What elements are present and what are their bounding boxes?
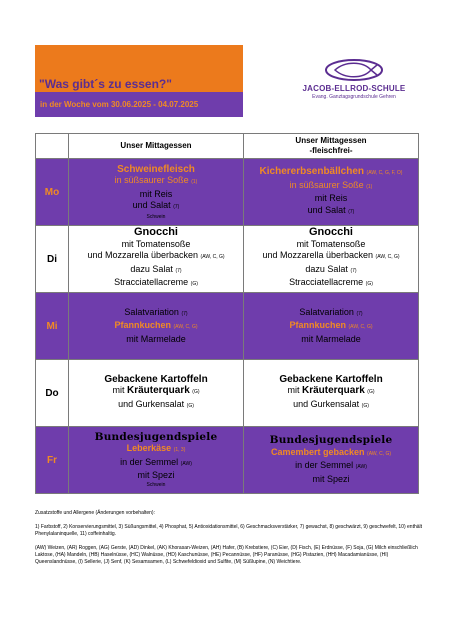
meal-regular (69, 293, 244, 360)
header-empty-cell (36, 134, 69, 159)
table-header-row (36, 134, 419, 159)
allergen-code: (G) (192, 389, 200, 396)
dish-name: Pfannkuchen (289, 320, 346, 331)
meal-meatfree (244, 159, 419, 226)
row-tuesday (36, 226, 419, 293)
allergen-code: (G) (190, 281, 198, 288)
dish-side: in der Semmel (120, 456, 179, 467)
dish-dip: Kräuterquark (301, 385, 365, 397)
dish-topping: und Mozzarella überbacken (262, 250, 374, 261)
menu-table (35, 133, 419, 494)
allergen-code: (7) (350, 267, 357, 274)
dish-name: Schweinefleisch (117, 163, 195, 175)
week-range: in der Woche vom 30.06.2025 - 04.07.2025 (40, 100, 199, 109)
fish-logo-icon (323, 58, 385, 82)
allergen-code: (1) (366, 183, 373, 190)
meal-regular (69, 360, 244, 427)
dish-name: Pfannkuchen (114, 320, 171, 331)
dish-name: Gnocchi (133, 226, 178, 239)
dish-side: mit Marmelade (301, 333, 361, 344)
column-header-meatfree-line1: Unser Mittagessen (295, 136, 367, 145)
meal-meatfree (244, 360, 419, 427)
allergen-code: (AW, C, G) (348, 324, 373, 331)
dish-name: Gebackene Kartoffeln (279, 373, 383, 385)
allergen-code: (AW, C, G) (367, 450, 392, 457)
dish-salad: Salatvariation (299, 306, 354, 317)
notes-intro: Zusatzstoffe und Allergene (Änderungen vorbehalten): (35, 510, 155, 516)
dish-prefix: mit (287, 385, 300, 396)
allergen-code: (1, 3) (173, 447, 186, 453)
dish-drink: mit Spezi (312, 473, 350, 484)
dish-side: und Gurkensalat (293, 398, 360, 409)
allergen-code: (1) (191, 179, 198, 185)
dish-name: Gebackene Kartoffeln (104, 373, 208, 385)
dish-prefix: mit (112, 385, 125, 396)
allergen-code: (AW, C, G, F, O) (366, 170, 403, 176)
allergen-code: (AW, C, G) (200, 254, 225, 261)
school-subtitle: Evang. Ganztagsgrundschule Gehren (312, 94, 396, 100)
allergen-code: (7) (175, 267, 182, 274)
meal-meatfree (244, 226, 419, 293)
school-name: JACOB-ELLROD-SCHULE (302, 84, 406, 93)
column-header-regular: Unser Mittagessen (69, 134, 244, 159)
dish-name: Kichererbsenbällchen (259, 166, 365, 177)
row-thursday (36, 360, 419, 427)
day-label: Do (36, 360, 69, 427)
day-label: Fr (36, 427, 69, 494)
row-monday (36, 159, 419, 226)
allergen-code: (7) (181, 310, 188, 317)
row-friday (36, 427, 419, 494)
meal-regular (69, 226, 244, 293)
dish-dessert: Stracciatellacreme (289, 277, 364, 288)
event-title: Bundesjugendspiele (269, 434, 393, 446)
meat-note: Schwein (146, 481, 166, 488)
dish-side: dazu Salat (130, 263, 173, 274)
day-label: Mo (36, 159, 69, 226)
allergen-code: (7) (173, 204, 180, 210)
dish-side: mit Reis (314, 193, 348, 203)
column-header-meatfree-line2: -fleischfrei- (309, 146, 353, 155)
dish-side: dazu Salat (305, 263, 348, 274)
allergen-code: (AW) (180, 460, 192, 467)
allergen-notes (35, 510, 425, 573)
dish-side: mit Marmelade (126, 333, 186, 344)
allergen-code: (G) (361, 402, 369, 409)
meal-regular (69, 427, 244, 494)
school-logo (294, 58, 414, 104)
dish-salad: Salatvariation (124, 306, 179, 317)
allergen-code: (7) (356, 310, 363, 317)
allergen-code: (G) (365, 281, 373, 288)
dish-sauce: mit Tomatensoße (296, 238, 366, 249)
allergen-code: (AW) (355, 464, 367, 470)
dish-dip: Kräuterquark (126, 385, 190, 397)
row-wednesday (36, 293, 419, 360)
dish-name: Gnocchi (308, 226, 353, 239)
meal-meatfree (244, 427, 419, 494)
dish-sauce: in süßsaurer Soße (289, 179, 364, 190)
dish-side: mit Reis (139, 188, 173, 199)
allergen-code: (G) (367, 389, 375, 396)
dish-sauce: mit Tomatensoße (121, 238, 191, 249)
dish-dessert: Stracciatellacreme (114, 277, 189, 288)
day-label: Di (36, 226, 69, 293)
notes-additives: 1) Farbstoff, 2) Konservierungsmittel, 3) Süßungsmittel, 4) Phosphat, 5) Antioxidationsmittel, 6) Geschmacksverstärker, 7) gewachst, 8) geschwärzt, 9) geschwefelt, 10) enthält Phenylalaninquelle, 11) coffeinhaltig. (35, 524, 423, 537)
meal-meatfree (244, 293, 419, 360)
allergen-code: (AW, C, G) (375, 254, 400, 261)
header-banner (35, 45, 243, 117)
header-purple-band (35, 92, 243, 117)
event-title: Bundesjugendspiele (94, 430, 218, 443)
page-title: "Was gibt´s zu essen?" (39, 77, 172, 91)
allergen-code: (AW, C, G) (173, 324, 198, 331)
meal-regular (69, 159, 244, 226)
dish-side: und Salat (307, 204, 346, 215)
allergen-code: (G) (186, 402, 194, 409)
dish-topping: und Mozzarella überbacken (87, 250, 199, 261)
dish-name: Leberkäse (126, 443, 172, 453)
header-orange-band (35, 45, 243, 92)
dish-side: in der Semmel (295, 460, 354, 470)
allergen-code: (7) (348, 208, 355, 215)
dish-sauce: in süßsaurer Soße (114, 175, 189, 185)
dish-name: Camembert gebacken (270, 446, 365, 457)
dish-side: und Salat (132, 200, 171, 210)
meat-note: Schwein (146, 213, 166, 220)
notes-allergens: (AW) Weizen, (AR) Roggen, (AG) Gerste, (AD) Dinkel, (AK) Khorasan-Weizen, (AH) Hafer, (B) Krebstiere, (C) Eier, (D) Fisch, (E) Erdnüsse, (F) Soja, (G) Milch einschließlich Laktose, (HA) Mandeln, (HB) Haselnüsse, (HC) Walnüsse, (HD) Kaschunüsse, (HE) Pecannüsse, (HF) Paranüsse, (HG) Pistazien, (HH) Macadamianüsse, (HI) Queenslandnüsse, (I) Sellerie, (J) Senf, (K) Sesamsamen, (L) Schwefeldioxid und Sulfite, (M) Süßlupine, (N) Weichtiere. (35, 545, 418, 565)
day-label: Mi (36, 293, 69, 360)
dish-side: und Gurkensalat (118, 398, 185, 409)
dish-drink: mit Spezi (137, 470, 175, 480)
column-header-meatfree (244, 134, 419, 159)
